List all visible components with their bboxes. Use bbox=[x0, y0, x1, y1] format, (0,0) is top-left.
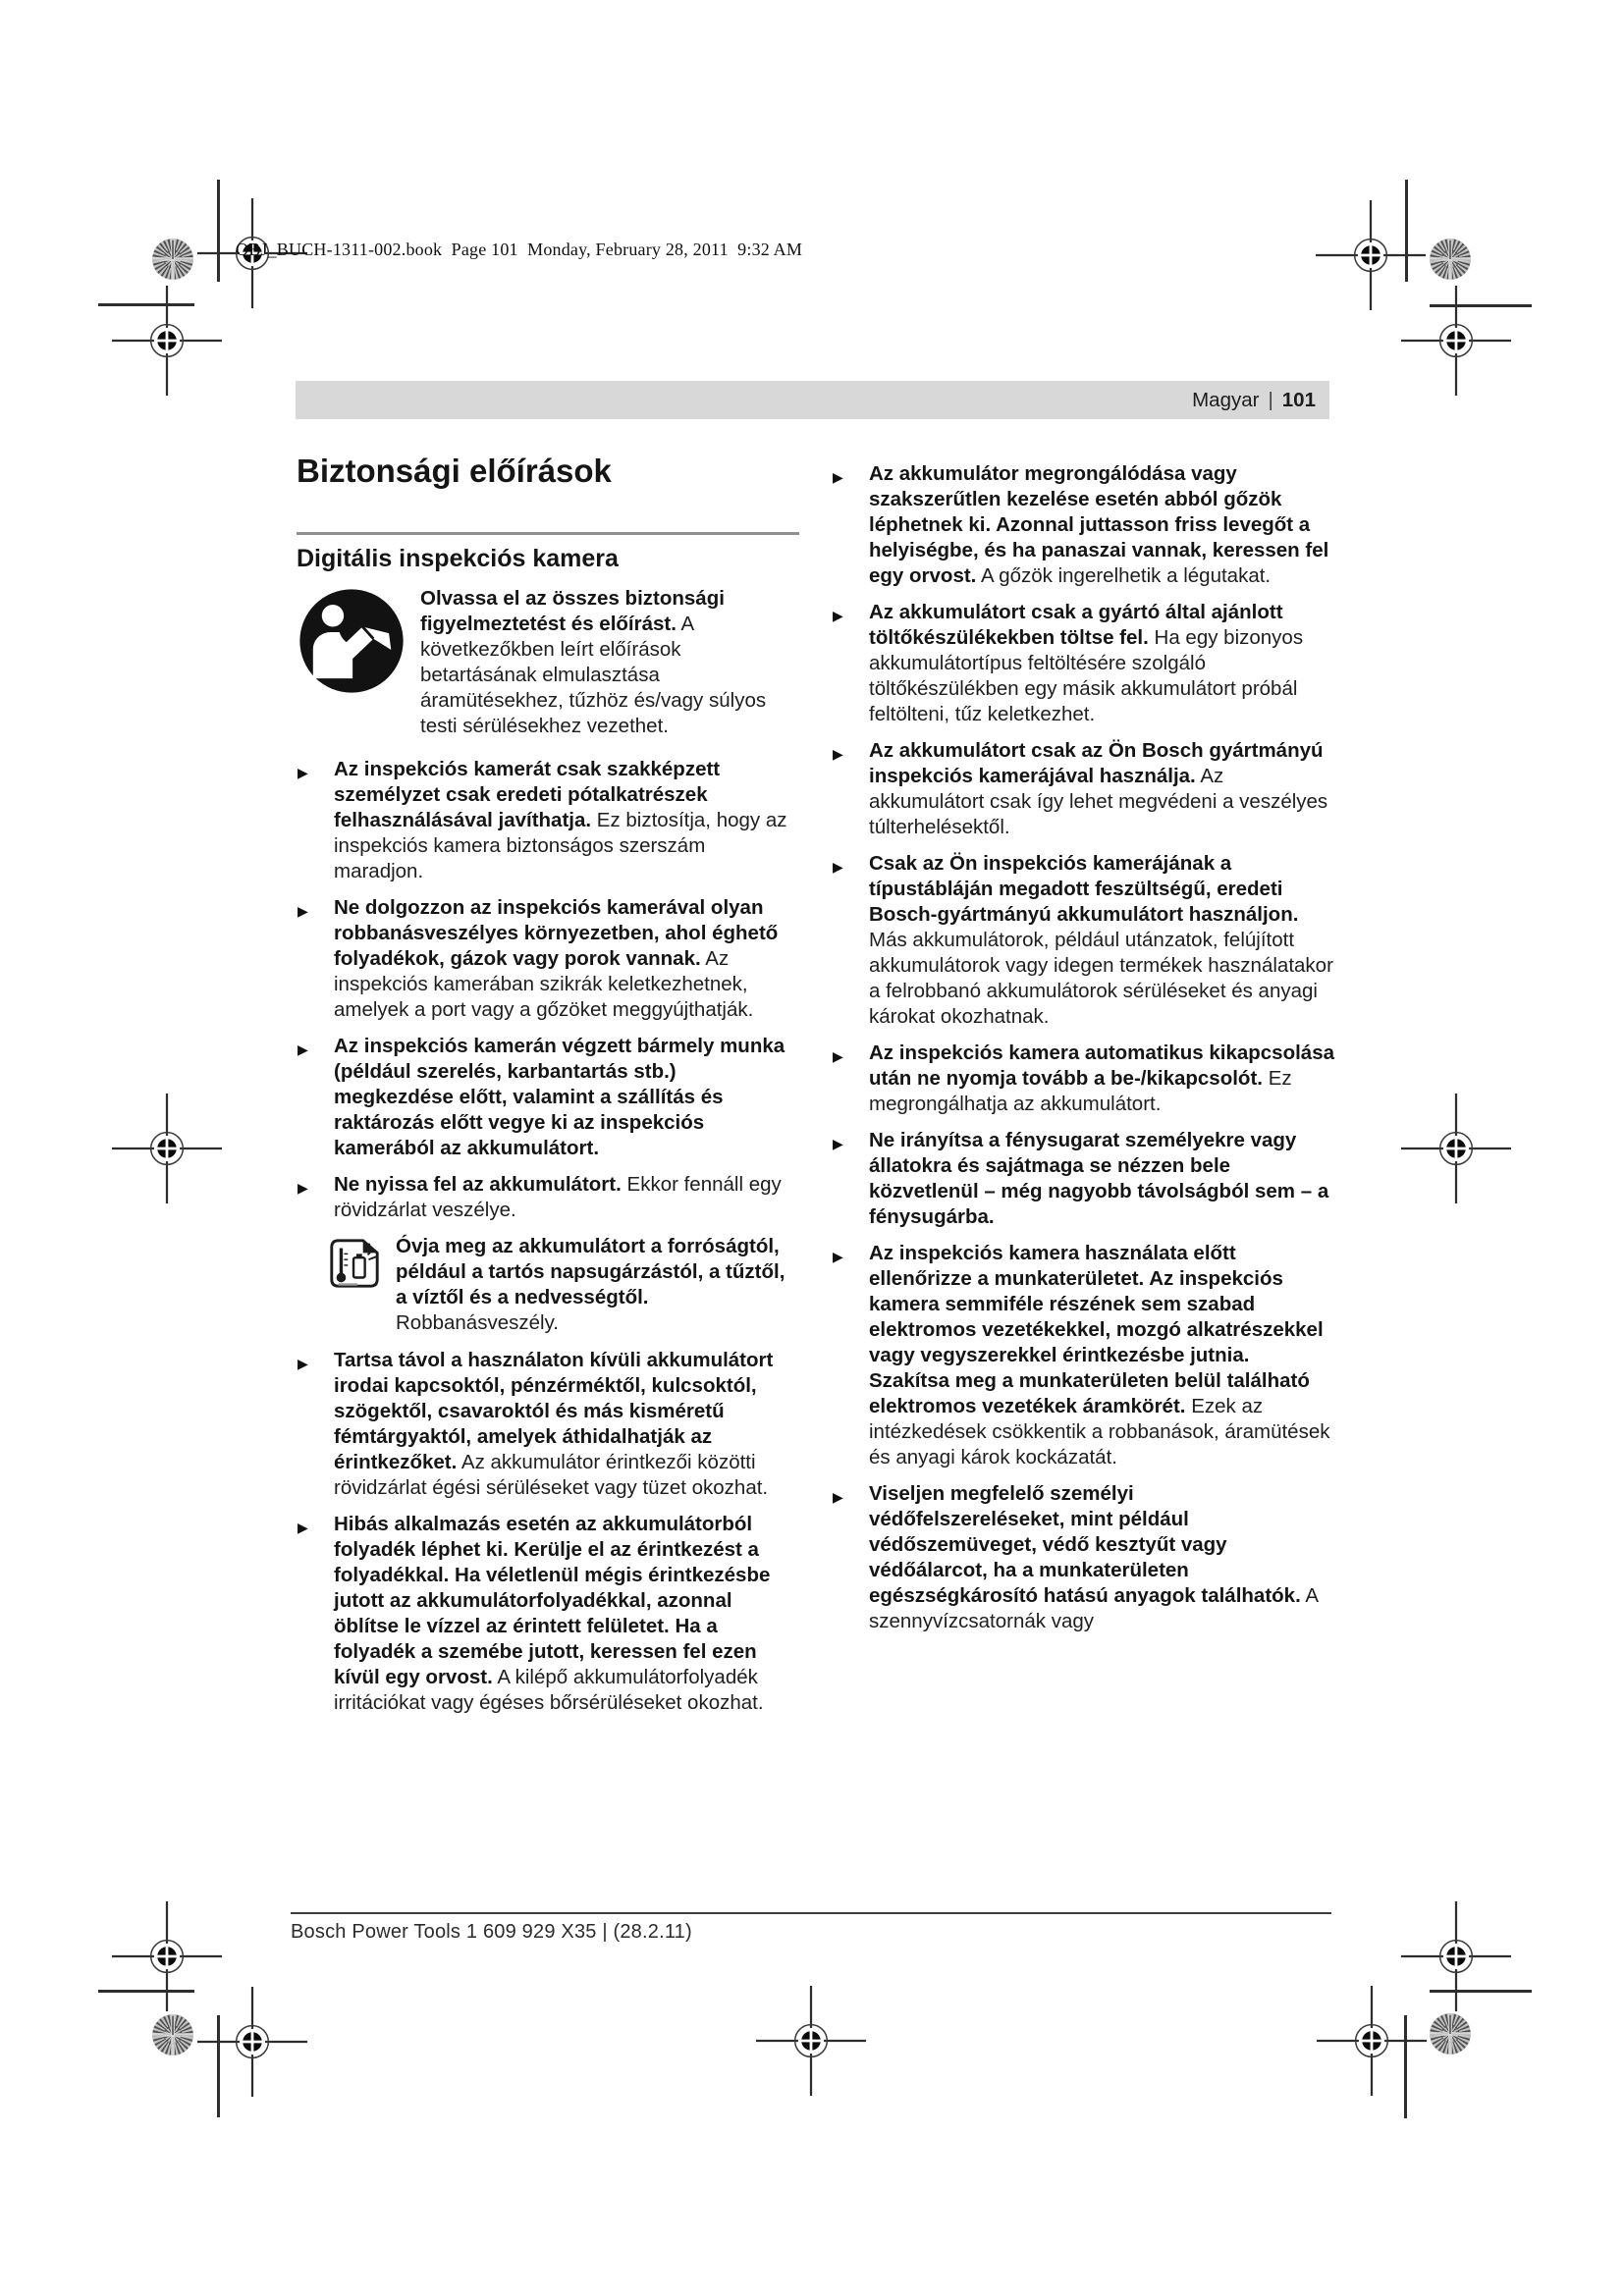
safety-bullet: ▶ Ne irányítsa a fénysugarat személyekre vagy állatokra és sajátmaga se nézzen bele közvetlenül – még nagyobb távolságból sem – a fénysugárba. bbox=[833, 1129, 1329, 1228]
registration-crosshair-icon bbox=[756, 1986, 866, 2096]
safety-bullet: ▶ Az inspekciós kamera használata előtt ellenőrizze a munkaterületet. Az inspekciós kamera semmiféle részének sem szabad elektromos vezetékekkel, mozgó alkatrészekkel vagy vegyszerekkel érintkezésbe jutnia. Szakítsa meg a munkaterületen belül található elektromos vezetékek áramkörét. Ezek az intézkedések csökkentik a robbanások, áramütések és anyagi károk kockázatát. bbox=[833, 1242, 1330, 1468]
bullet-triangle-icon: ▶ bbox=[833, 1136, 843, 1151]
right-column bbox=[832, 461, 1334, 1645]
crop-line bbox=[1430, 1990, 1532, 1993]
safety-bullet: ▶ Az inspekciós kamerát csak szakképzett személyzet csak eredeti pótalkatrészek felhasználásával javíthatja. Ez biztosítja, hogy az inspekciós kamera biztonságos szerszám maradjon. bbox=[298, 758, 787, 882]
registration-crosshair-icon bbox=[112, 1094, 222, 1203]
language-label: Magyar bbox=[1192, 388, 1260, 411]
page-header-bar bbox=[296, 381, 1329, 419]
read-manual-notice bbox=[297, 586, 799, 739]
crop-line bbox=[217, 180, 220, 282]
footer-text: Bosch Power Tools 1 609 929 X35 | (28.2.11) bbox=[291, 1921, 692, 1943]
crop-line bbox=[217, 2015, 220, 2117]
bullet-triangle-icon: ▶ bbox=[833, 746, 843, 762]
safety-bullet: ▶ Az akkumulátort csak az Ön Bosch gyártmányú inspekciós kamerájával használja. Az akkumulátort csak így lehet megvédeni a veszélyes túlterhelésektől. bbox=[833, 739, 1328, 838]
bullet-triangle-icon: ▶ bbox=[298, 1356, 308, 1371]
safety-bullet: ▶ Csak az Ön inspekciós kamerájának a típustábláján megadott feszültségű, eredeti Bosch-gyártmányú akkumulátort használjon. Más akkumulátorok, például utánzatok, felújított akkumulátorok vagy idegen termékek használatakor a felrobbanó akkumulátorok sérüléseket és anyagi károkat okozhatnak. bbox=[833, 852, 1333, 1028]
bullet-triangle-icon: ▶ bbox=[298, 1041, 308, 1057]
star-target-icon bbox=[150, 2012, 195, 2057]
section-divider bbox=[297, 532, 799, 535]
bullet-triangle-icon: ▶ bbox=[833, 859, 843, 875]
registration-crosshair-icon bbox=[197, 1987, 307, 2097]
header-divider: | bbox=[1268, 388, 1273, 411]
registration-crosshair-icon bbox=[1317, 1986, 1427, 2096]
left-column bbox=[297, 454, 799, 1727]
crop-line bbox=[1430, 304, 1532, 307]
bullet-triangle-icon: ▶ bbox=[298, 1180, 308, 1196]
star-target-icon bbox=[1428, 237, 1473, 282]
bullet-triangle-icon: ▶ bbox=[298, 765, 308, 780]
safety-bullet: ▶ Ne dolgozzon az inspekciós kamerával olyan robbanásveszélyes környezetben, ahol éghető folyadékok, gázok vagy porok vannak. Az inspekciós kamerában szikrák keletkezhetnek, amelyek a port vagy a gőzöket meggyújthatják. bbox=[298, 896, 779, 1021]
safety-bullet: ▶ Az inspekciós kamera automatikus kikapcsolása után ne nyomja tovább a be-/kikapcsolót. Ez megrongálhatja az akkumulátort. bbox=[833, 1041, 1335, 1115]
heat-notice-text: Óvja meg az akkumulátort a forróságtól, például a tartós napsugárzástól, a tűztől, a víztől és a nedvességtől. Robbanásveszély. bbox=[396, 1235, 785, 1334]
safety-bullet: ▶ Ne nyissa fel az akkumulátort. Ekkor fennáll egy rövidzárlat veszélye. bbox=[298, 1173, 782, 1221]
registration-crosshair-icon bbox=[112, 286, 222, 396]
page-title: Biztonsági előírások bbox=[297, 453, 612, 489]
page-number: 101 bbox=[1281, 388, 1316, 411]
crop-line bbox=[98, 303, 194, 306]
bullet-triangle-icon: ▶ bbox=[298, 1520, 308, 1535]
safety-bullet: ▶ Az akkumulátor megrongálódása vagy szakszerűtlen kezelése esetén abból gőzök léphetnek ki. Azonnal juttasson friss levegőt a helyiségbe, és ha panaszai vannak, keressen fel egy orvost. A gőzök ingerelhetik a légutakat. bbox=[833, 462, 1329, 587]
crop-line bbox=[1404, 2015, 1407, 2118]
section-heading: Digitális inspekciós kamera bbox=[297, 545, 619, 572]
battery-heat-warning-icon bbox=[326, 1234, 383, 1293]
document-header-line: OBJ_BUCH-1311-002.book Page 101 Monday, February 28, 2011 9:32 AM bbox=[236, 240, 803, 259]
registration-crosshair-icon bbox=[1401, 286, 1511, 396]
safety-bullet: ▶ Az akkumulátort csak a gyártó által ajánlott töltőkészülékekben töltse fel. Ha egy bizonyos akkumulátortípus feltöltésére szolgáló töltőkészülékben egy másik akkumulátort próbál feltölteni, tűz keletkezhet. bbox=[833, 601, 1304, 725]
safety-bullet: ▶ Tartsa távol a használaton kívüli akkumulátort irodai kapcsoktól, pénzérméktől, kulcsoktól, szögektől, csavaroktól és más kisméretű fémtárgyaktól, amelyek áthidalhatják az érintkezőket. Az akkumulátor érintkezői közötti rövidzárlat égési sérüléseket vagy tüzet okozhat. bbox=[298, 1349, 774, 1499]
crop-line bbox=[1405, 180, 1408, 282]
star-target-icon bbox=[1428, 2011, 1473, 2056]
battery-heat-notice bbox=[297, 1234, 799, 1336]
registration-crosshair-icon bbox=[1401, 1094, 1511, 1203]
page-footer bbox=[291, 1912, 1331, 1944]
safety-bullet: ▶ Viseljen megfelelő személyi védőfelszereléseket, mint például védőszemüveget, védő kesztyűt vagy védőálarcot, ha a munkaterületen egészségkárosító hatású anyagok találhatók. A szennyvízcsatornák vagy bbox=[833, 1482, 1318, 1632]
bullet-triangle-icon: ▶ bbox=[833, 1489, 843, 1505]
bullet-triangle-icon: ▶ bbox=[833, 1048, 843, 1064]
intro-text: Olvassa el az összes biztonsági figyelmeztetést és előírást. A következőkben leírt előírások betartásának elmulasztása áramütésekhez, tűzhöz és/vagy súlyos testi sérülésekhez vezethet. bbox=[420, 587, 767, 737]
bullet-triangle-icon: ▶ bbox=[833, 608, 843, 623]
safety-bullet: ▶ Hibás alkalmazás esetén az akkumulátorból folyadék léphet ki. Kerülje el az érintkezést a folyadékkal. Ha véletlenül mégis érintkezésbe jutott az akkumulátorfolyadékkal, azonnal öblítse le vízzel az érintett felületet. Ha a folyadék a szemébe jutott, keressen fel ezen kívül egy orvost. A kilépő akkumulátorfolyadék irritációkat vagy égéses bőrsérüléseket okozhat. bbox=[298, 1513, 771, 1714]
bullet-triangle-icon: ▶ bbox=[833, 1249, 843, 1264]
star-target-icon bbox=[150, 237, 195, 282]
crop-line bbox=[98, 1990, 194, 1993]
read-manual-icon bbox=[297, 586, 406, 696]
safety-bullet: ▶ Az inspekciós kamerán végzett bármely munka (például szerelés, karbantartás stb.) megkezdése előtt, valamint a szállítás és raktározás előtt vegye ki az inspekciós kamerából az akkumulátort. bbox=[298, 1035, 785, 1159]
bullet-triangle-icon: ▶ bbox=[833, 469, 843, 485]
bullet-triangle-icon: ▶ bbox=[298, 903, 308, 919]
